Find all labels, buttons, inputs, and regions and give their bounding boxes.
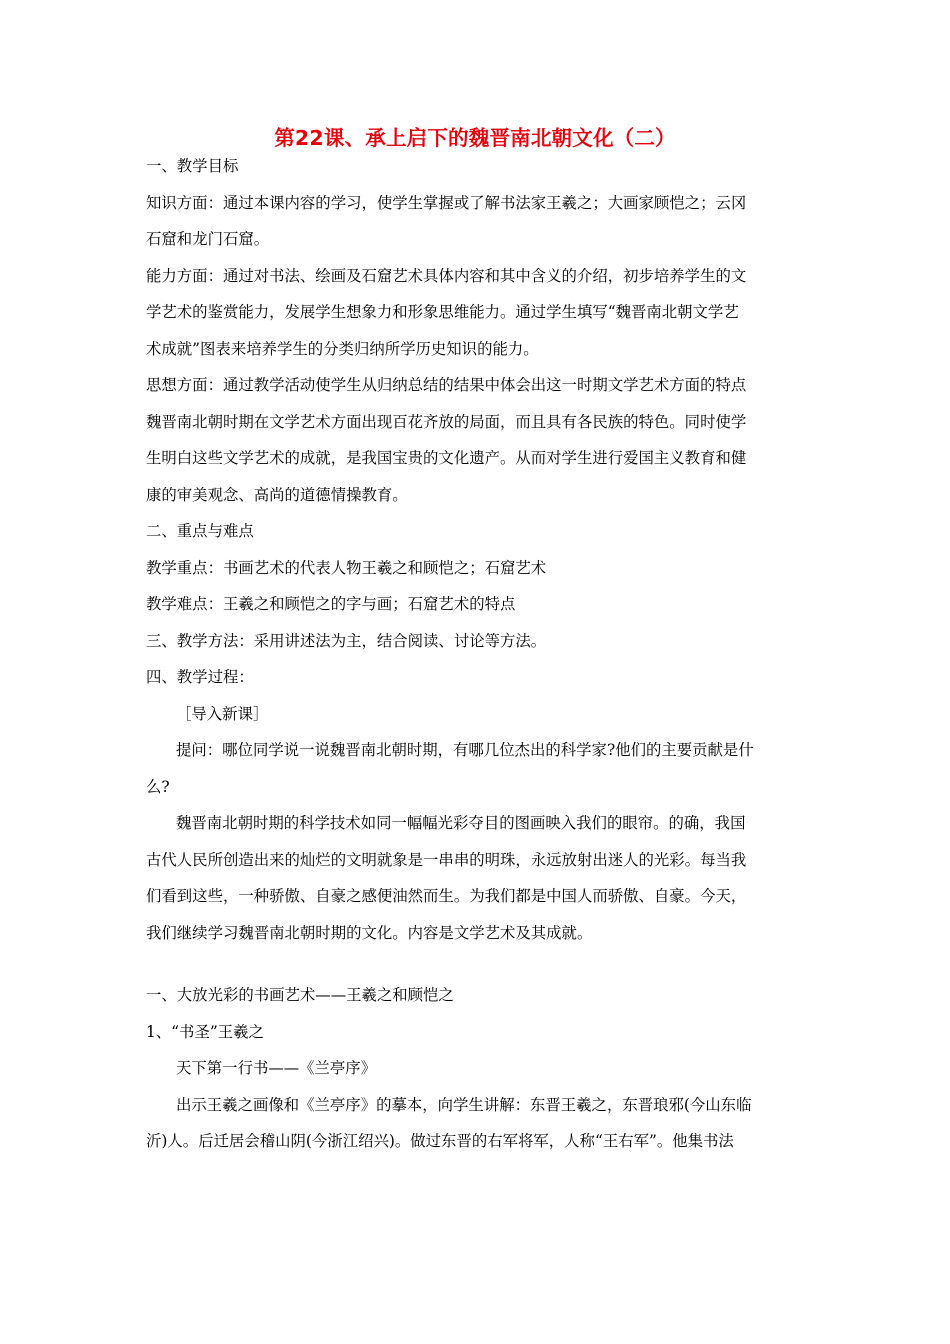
wang-xizhi-paragraph-line: 沂)人。后迁居会稽山阴(今浙江绍兴)。做过东晋的右军将军，人称“王右军”。他集书法 — [146, 1132, 734, 1150]
intro-label: ［导入新课］ — [176, 704, 269, 723]
ability-goal-line: 学艺术的鉴赏能力，发展学生想象力和形象思维能力。通过学生填写“魏晋南北朝文学艺 — [146, 303, 739, 321]
question-line: 提问：哪位同学说一说魏晋南北朝时期，有哪几位杰出的科学家?他们的主要贡献是什 — [176, 741, 754, 759]
ability-goal-line: 术成就”图表来培养学生的分类归纳所学历史知识的能力。 — [146, 339, 539, 358]
thought-goal-line: 生明白这些文学艺术的成就，是我国宝贵的文化遗产。从而对学生进行爱国主义教育和健 — [146, 449, 747, 467]
intro-paragraph-line: 我们继续学习魏晋南北朝时期的文化。内容是文学艺术及其成就。 — [146, 923, 593, 942]
heading-teaching-process: 四、教学过程： — [146, 668, 254, 686]
knowledge-goal-line: 石窟和龙门石窟。 — [146, 230, 270, 248]
heading-teaching-method: 三、教学方法：采用讲述法为主，结合阅读、讨论等方法。 — [146, 631, 547, 650]
thought-goal-line: 康的审美观念、高尚的道德情操教育。 — [146, 485, 408, 504]
heading-teaching-goals: 一、教学目标 — [146, 157, 239, 175]
subsection-heading-wang-xizhi: 1、“书圣”王羲之 — [146, 1022, 264, 1041]
intro-paragraph-line: 魏晋南北朝时期的科学技术如同一幅幅光彩夺目的图画映入我们的眼帘。的确，我国 — [176, 814, 746, 832]
key-point-line: 教学重点：书画艺术的代表人物王羲之和顾恺之；石窟艺术 — [146, 558, 547, 577]
heading-key-points: 二、重点与难点 — [146, 522, 254, 540]
lanting-heading: 天下第一行书——《兰亭序》 — [176, 1059, 377, 1077]
ability-goal-line: 能力方面：通过对书法、绘画及石窟艺术具体内容和其中含义的介绍，初步培养学生的文 — [146, 266, 747, 285]
lesson-title: 第22课、承上启下的魏晋南北朝文化（二） — [274, 126, 676, 150]
knowledge-goal-line: 知识方面：通过本课内容的学习，使学生掌握或了解书法家王羲之；大画家顾恺之；云冈 — [146, 193, 747, 212]
intro-paragraph-line: 们看到这些，一种骄傲、自豪之感便油然而生。为我们都是中国人而骄傲、自豪。今天， — [146, 887, 747, 905]
section-heading-calligraphy-painting: 一、大放光彩的书画艺术——王羲之和顾恺之 — [146, 986, 454, 1004]
wang-xizhi-paragraph-line: 出示王羲之画像和《兰亭序》的摹本，向学生讲解：东晋王羲之，东晋琅邪(今山东临 — [176, 1095, 752, 1114]
thought-goal-line: 魏晋南北朝时期在文学艺术方面出现百花齐放的局面，而且具有各民族的特色。同时使学 — [146, 412, 747, 431]
question-line: 么? — [146, 777, 170, 796]
paragraph-gap — [146, 951, 810, 977]
difficulty-line: 教学难点：王羲之和顾恺之的字与画；石窟艺术的特点 — [146, 595, 516, 613]
thought-goal-line: 思想方面：通过教学活动使学生从归纳总结的结果中体会出这一时期文学艺术方面的特点 — [146, 376, 747, 394]
lesson-body — [146, 148, 810, 1160]
intro-paragraph-line: 古代人民所创造出来的灿烂的文明就象是一串串的明珠，永远放射出迷人的光彩。每当我 — [146, 850, 747, 869]
